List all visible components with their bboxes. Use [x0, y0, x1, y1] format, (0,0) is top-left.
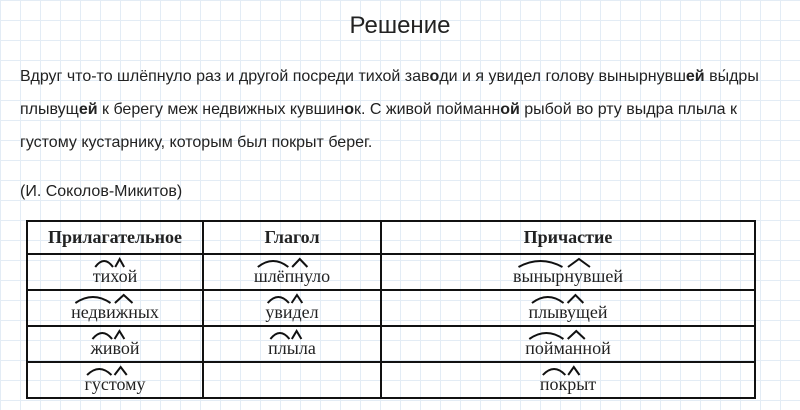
- root-arc-mark: [540, 365, 596, 375]
- root-arc-mark: [525, 329, 610, 339]
- word-with-morpheme-marks: увидел: [265, 302, 318, 323]
- word-with-morpheme-marks: густому: [84, 374, 145, 395]
- table-cell: [27, 326, 203, 362]
- table-row: [27, 254, 755, 290]
- root-arc-mark: [84, 365, 145, 375]
- word-with-morpheme-marks: живой: [90, 338, 139, 359]
- word-with-morpheme-marks: тихой: [93, 266, 137, 287]
- table-cell: [203, 362, 381, 398]
- root-arc-mark: [268, 329, 316, 339]
- table-row: [27, 326, 755, 362]
- root-arc-mark: [513, 257, 623, 267]
- table-cell: [203, 254, 381, 290]
- page-title: Решение: [349, 12, 451, 39]
- root-arc-mark: [528, 293, 607, 303]
- header-adjective: Прилагательное: [27, 221, 203, 254]
- word-with-morpheme-marks: недвижных: [71, 302, 159, 323]
- table-row: [27, 290, 755, 326]
- table-cell: [203, 290, 381, 326]
- table-cell: [27, 362, 203, 398]
- header-participle: Причастие: [381, 221, 755, 254]
- root-arc-mark: [71, 293, 159, 303]
- word-with-morpheme-marks: плыла: [268, 338, 316, 359]
- root-arc-mark: [265, 293, 318, 303]
- exercise-text: Вдруг что-то шлёпнуло раз и другой посреди тихой заводи и я увидел голову вынырнувшей вы́дры плывущей к берегу меж недвижных кувшинок. С живой пойманной рыбой во рту выдра плыла к густому кустарнику, которым был покрыт берег.: [20, 68, 759, 151]
- parts-of-speech-table: [26, 220, 756, 399]
- word-with-morpheme-marks: плывущей: [528, 302, 607, 323]
- word-with-morpheme-marks: вынырнувшей: [513, 266, 623, 287]
- table-cell: [27, 254, 203, 290]
- word-with-morpheme-marks: пойманной: [525, 338, 610, 359]
- header-verb: Глагол: [203, 221, 381, 254]
- table-cell: [203, 326, 381, 362]
- table-cell: [381, 290, 755, 326]
- root-arc-mark: [254, 257, 330, 267]
- table-row: [27, 362, 755, 398]
- table-cell: [381, 326, 755, 362]
- word-with-morpheme-marks: покрыт: [540, 374, 596, 395]
- table-cell: [27, 290, 203, 326]
- root-arc-mark: [93, 257, 137, 267]
- word-with-morpheme-marks: шлёпнуло: [254, 266, 330, 287]
- table-header-row: [27, 221, 755, 254]
- table-cell: [381, 254, 755, 290]
- root-arc-mark: [90, 329, 139, 339]
- author: (И. Соколов-Микитов): [20, 183, 183, 200]
- table-cell: [381, 362, 755, 398]
